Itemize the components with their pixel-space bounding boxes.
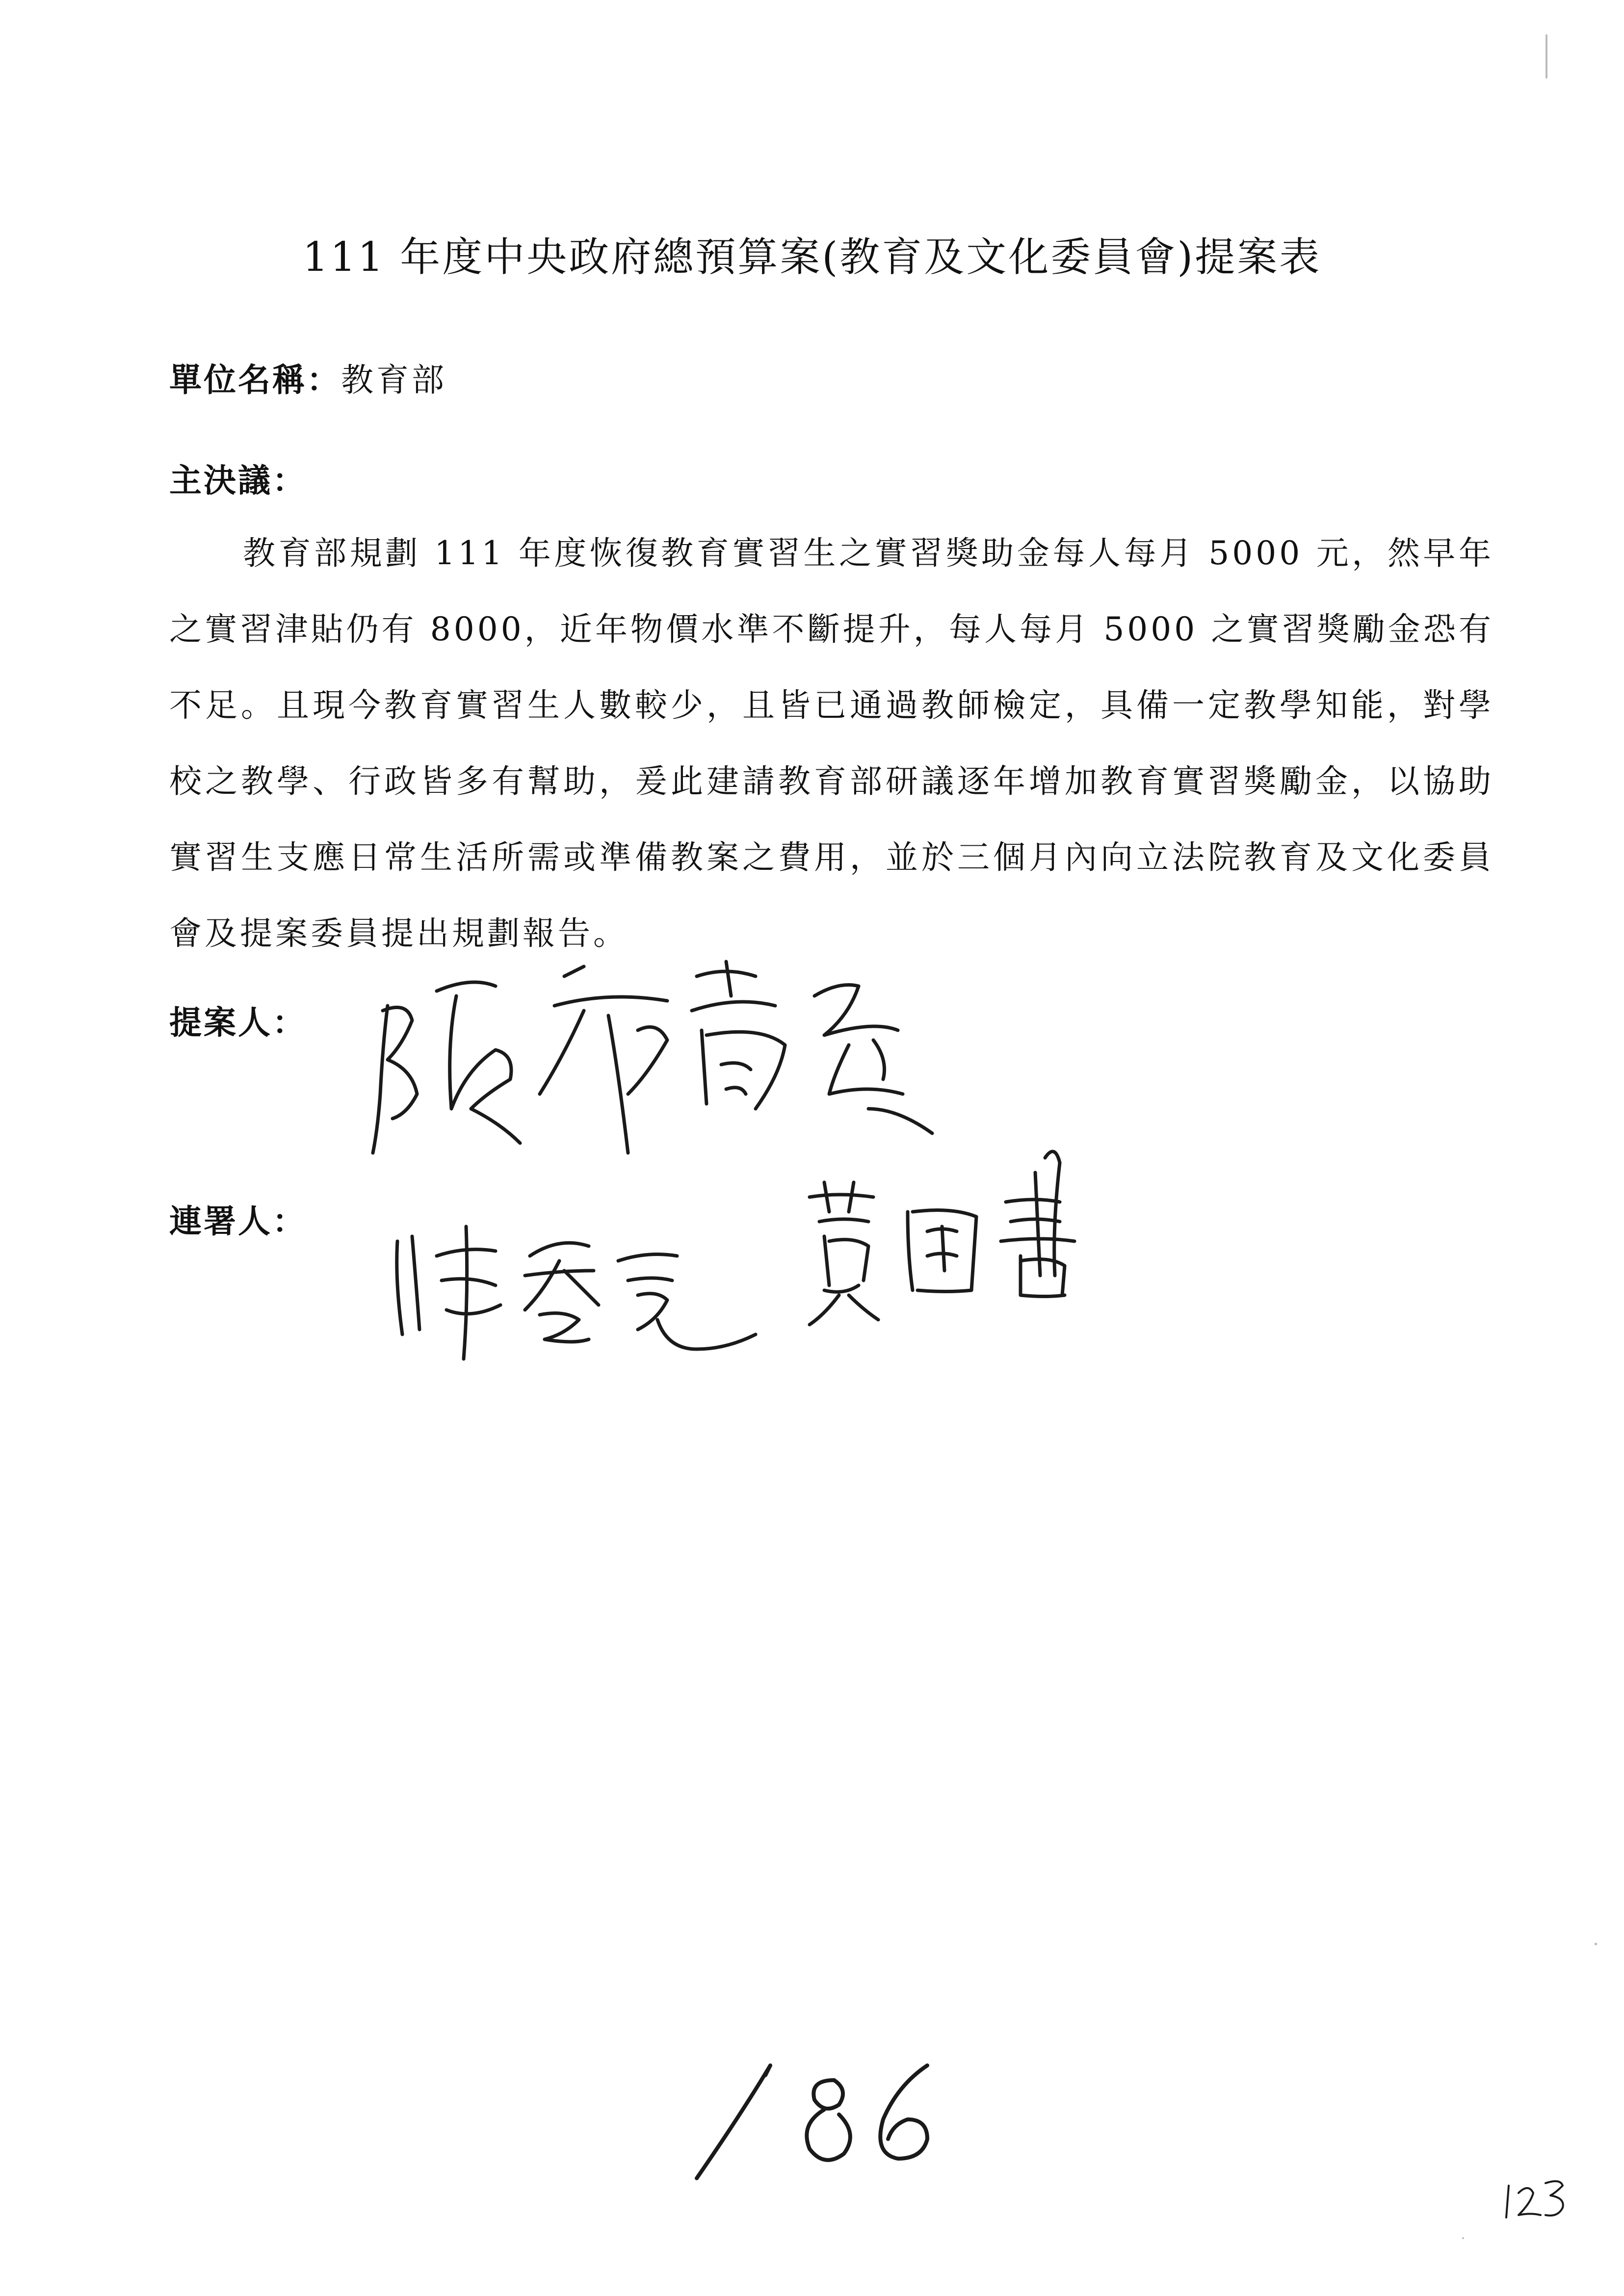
scan-speck <box>1595 1943 1597 1945</box>
proposer-field <box>169 1001 307 1045</box>
scan-speck <box>1462 2237 1464 2239</box>
corner-page-number <box>1496 2164 1575 2227</box>
unit-name-value: 教育部 <box>341 361 447 399</box>
cosigner-signature-2 <box>795 1128 1138 1334</box>
main-resolution-paragraph: 教育部規劃 111 年度恢復教育實習生之實習獎助金每人每月 5000 元，然早年之實習津貼仍有 8000，近年物價水準不斷提升，每人每月 5000 之實習獎勵金恐有不足。且現今教育實習生人數較少，且皆已通過教師檢定，具備一定教學知能，對學校之教學、行政皆多有幫助，爰此建請教育部研議逐年增加教育實習獎勵金，以協助實習生支應日常生活所需或準備教案之費用，並於三個月內向立法院教育及文化委員會及提案委員提出規劃報告。 <box>169 534 1494 952</box>
proposer-label: 提案人： <box>169 1004 307 1042</box>
unit-name-field <box>169 358 447 402</box>
handwritten-page-number <box>653 2046 957 2193</box>
cosigner-field <box>169 1200 307 1244</box>
main-resolution-label: 主決議： <box>169 462 307 499</box>
main-resolution-heading <box>169 459 307 503</box>
cosigner-signature-1 <box>383 1173 785 1379</box>
unit-name-label: 單位名稱： <box>169 361 341 399</box>
scan-speck <box>1545 34 1547 78</box>
cosigner-label: 連署人： <box>169 1202 307 1240</box>
document-title: 111 年度中央政府總預算案(教育及文化委員會)提案表 <box>302 234 1322 281</box>
